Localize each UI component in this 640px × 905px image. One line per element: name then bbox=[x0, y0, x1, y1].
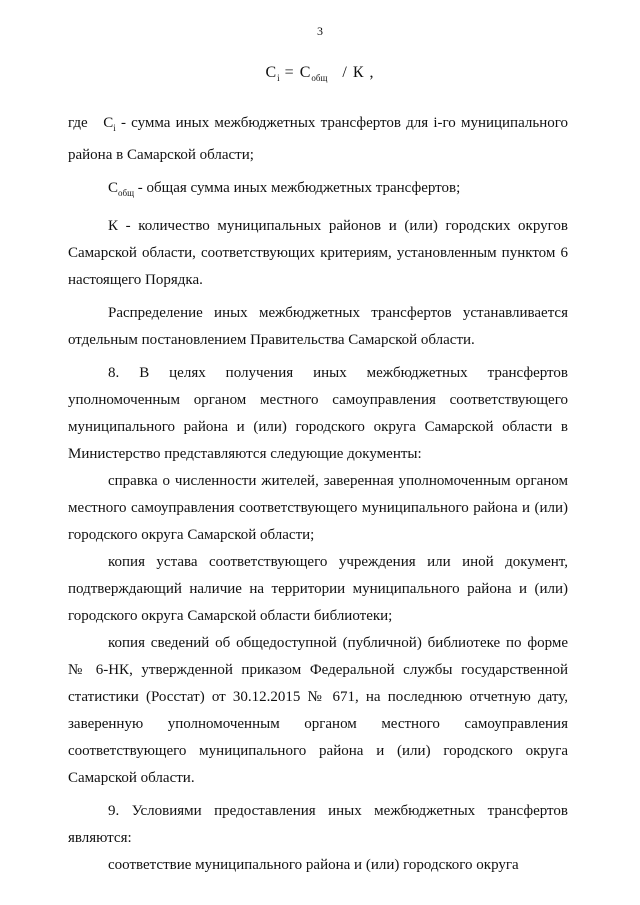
formula-rhs: C bbox=[299, 64, 312, 81]
formula-rhs-sub: общ bbox=[311, 73, 328, 84]
paragraph-item-9: 9. Условиями предоставления иных межбюджетных трансфертов являются: bbox=[68, 803, 568, 846]
formula-lhs-sub: i bbox=[277, 73, 280, 84]
definition-k: К - количество муниципальных районов и (или) городских округов Самарской области, соответствующих критериям, установленным пунктом 6 настоящего Порядка. bbox=[68, 218, 568, 288]
ci-sub: i bbox=[113, 123, 116, 133]
paragraph-doc-1: справка о численности жителей, заверенная уполномоченным органом местного самоуправления соответствующего муниципального района и (или) городского округа Самарской области; bbox=[68, 473, 568, 543]
cobsh-symbol: С bbox=[108, 180, 119, 196]
page-number: 3 bbox=[317, 24, 323, 38]
paragraph-distribution: Распределение иных межбюджетных трансфертов устанавливается отдельным постановлением Правительства Самарской области. bbox=[68, 305, 568, 348]
ci-text: - сумма иных межбюджетных трансфертов для i-го муниципального района в Самарской области; bbox=[68, 115, 569, 163]
where-word: где bbox=[68, 115, 88, 131]
paragraph-doc-2: копия устава соответствующего учреждения или иной документ, подтверждающий наличие на территории муниципального района и (или) городского округа Самарской области библиотеки; bbox=[68, 554, 568, 624]
cobsh-text: - общая сумма иных межбюджетных трансфертов; bbox=[137, 180, 461, 196]
cobsh-sub: общ bbox=[118, 188, 135, 198]
formula-equals: = bbox=[284, 64, 295, 81]
definition-ci bbox=[68, 110, 568, 169]
definition-cobsh bbox=[68, 175, 568, 207]
formula-lhs: C bbox=[265, 64, 278, 81]
formula bbox=[0, 64, 640, 83]
formula-divider: / К , bbox=[342, 64, 375, 81]
paragraph-item-8: 8. В целях получения иных межбюджетных трансфертов уполномоченным органом местного самоуправления соответствующего муниципального района и (или) городского округа Самарской области в Министерство представляются следующие документы: bbox=[68, 365, 568, 462]
ci-symbol: C bbox=[103, 115, 114, 131]
paragraph-condition-1: соответствие муниципального района и (или) городского округа bbox=[108, 857, 519, 873]
paragraph-doc-3: копия сведений об общедоступной (публичной) библиотеке по форме № 6-НК, утвержденной приказом Федеральной службы государственной статистики (Росстат) от 30.12.2015 № 671, на последнюю отчетную дату, заверенную уполномоченным органом местного самоуправления соответствующего муниципального района и (или) городского округа Самарской области. bbox=[68, 635, 568, 786]
document-body bbox=[68, 110, 568, 879]
